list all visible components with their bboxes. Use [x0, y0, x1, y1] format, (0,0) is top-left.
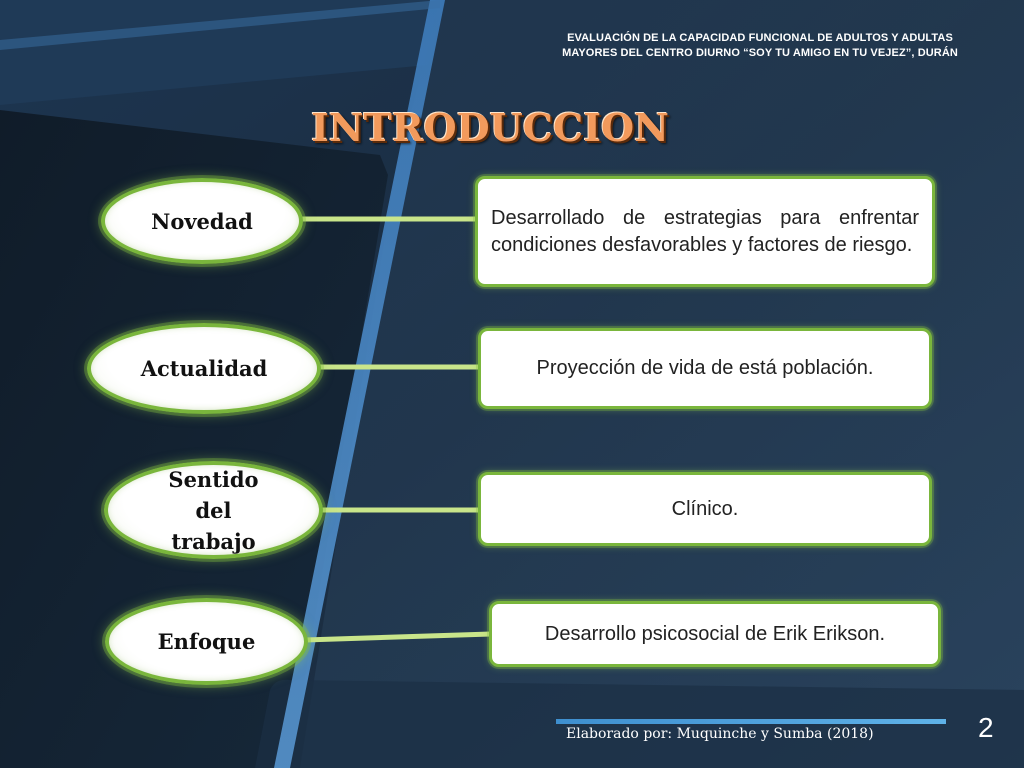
oval-novedad — [101, 178, 303, 264]
box-description: Desarrollado de estrategias para enfrentar condiciones desfavorables y factores de riesgo. — [491, 206, 919, 256]
box-description: Proyección de vida de está población. — [536, 357, 874, 379]
header-line-1: EVALUACIÓN DE LA CAPACIDAD FUNCIONAL DE ADULTOS Y ADULTAS — [567, 32, 953, 44]
slide-header — [520, 31, 1000, 61]
box-novedad — [475, 176, 935, 287]
footer-rule — [556, 719, 946, 724]
oval-sentido-del-trabajo — [104, 461, 323, 559]
box-actualidad — [478, 328, 932, 409]
footer-credit: Elaborado por: Muquinche y Sumba (2018) — [566, 726, 874, 742]
oval-label: Novedad — [151, 208, 253, 234]
oval-label-line: del — [195, 497, 232, 523]
slide-title: INTRODUCCION — [311, 105, 669, 150]
oval-label-line: Sentido — [168, 466, 259, 492]
box-description: Desarrollo psicosocial de Erik Erikson. — [544, 622, 886, 645]
box-description: Clínico. — [671, 497, 739, 520]
oval-enfoque — [105, 598, 308, 685]
oval-actualidad — [87, 323, 321, 414]
header-line-2: MAYORES DEL CENTRO DIURNO “SOY TU AMIGO EN TU VEJEZ”, DURÁN — [562, 47, 958, 59]
page-number: 2 — [978, 712, 994, 743]
box-enfoque — [489, 601, 941, 667]
oval-label: Enfoque — [157, 629, 256, 654]
box-sentido-del-trabajo — [478, 472, 932, 546]
oval-label-line: trabajo — [171, 528, 256, 554]
oval-label: Actualidad — [140, 356, 268, 381]
